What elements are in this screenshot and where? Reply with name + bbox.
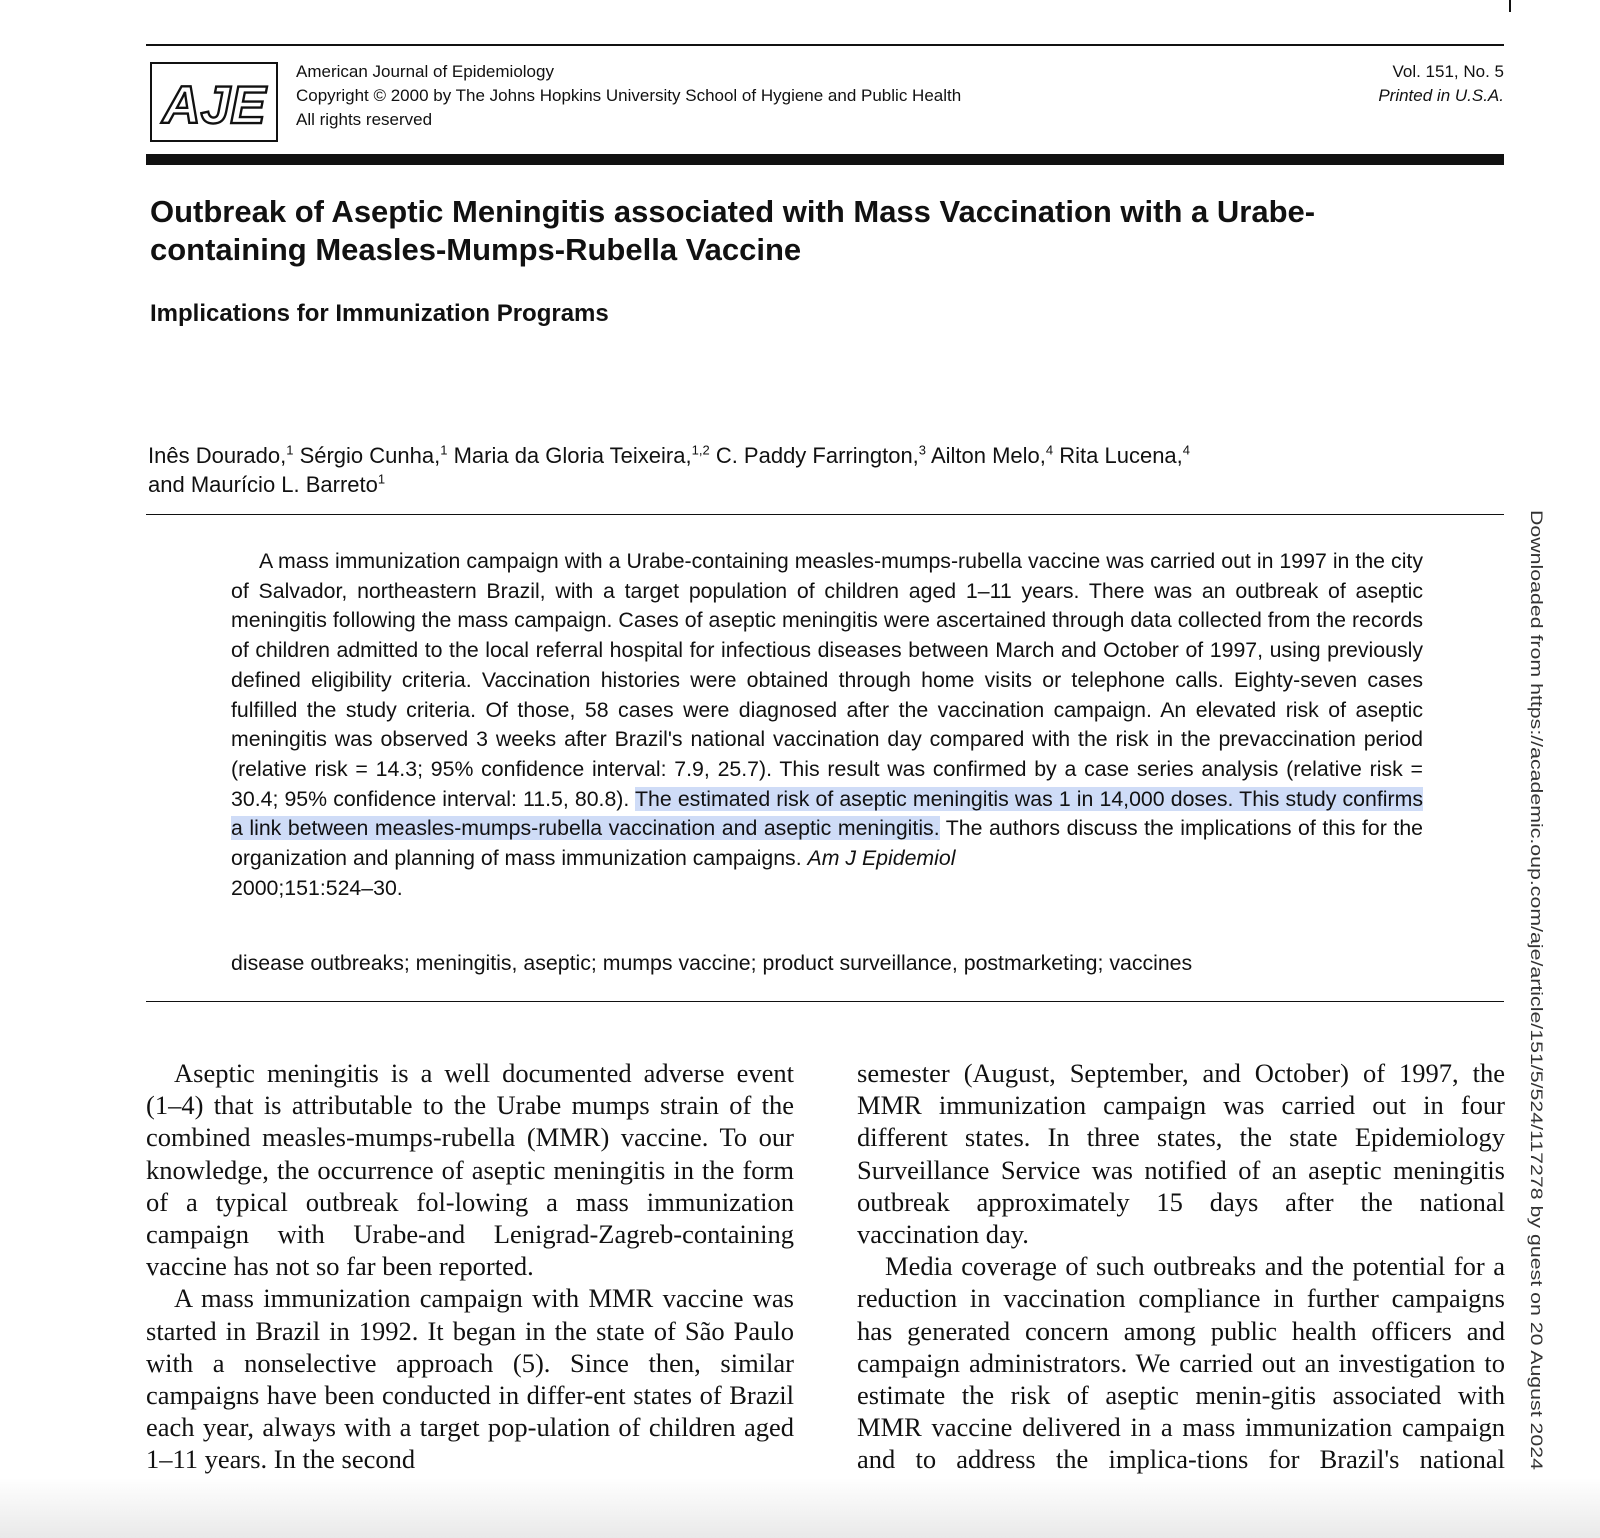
header-thick-rule: [146, 154, 1504, 165]
copyright-line: Copyright © 2000 by The Johns Hopkins University School of Hygiene and Public Health: [296, 86, 962, 105]
svg-text:AJE: AJE: [162, 75, 266, 135]
keywords-rule: [146, 1001, 1504, 1002]
body-paragraph: Media coverage of such outbreaks and the potential for a reduction in vaccination compliance in further campaigns has generated concern among public health officers and campaign administrators. We carried out an investigation to estimate the risk of aseptic menin-gitis associated with MMR vaccine delivered in a mass immunization campaign and to address the implica-tions for Brazil's national: [857, 1251, 1505, 1475]
citation-journal: Am J Epidemiol: [807, 846, 956, 871]
body-paragraph: A mass immunization campaign with MMR vaccine was started in Brazil in 1992. It began in the state of São Paulo with a nonselective approach (5). Since then, similar campaigns have been conducted in differ-ent states of Brazil each year, always with a target pop-ulation of children aged 1–11 years. In the second: [146, 1283, 794, 1475]
author: Sérgio Cunha,$^1$: [299, 442, 448, 468]
aje-logo-icon: [152, 64, 276, 140]
abstract-text: A mass immunization campaign with a Urabe-containing measles-mumps-rubella vaccine was carried out in 1997 in the city of Salvador, northeastern Brazil, with a target population of children aged 1–11 years. There was an outbreak of aseptic meningitis following the mass campaign. Cases of aseptic meningitis were ascertained through data collected from the records of children admitted to the local referral hospital for infectious diseases between March and October of 1997, using previously defined eligibility criteria. Vaccination histories were obtained through home visits or telephone calls. Eighty-seven cases fulfilled the study criteria. Of those, 58 cases were diagnosed after the vaccination campaign. An elevated risk of aseptic meningitis was observed 3 weeks after Brazil's national vaccination day compared with the risk in the prevaccination period (relative risk = 14.3; 95% confidence interval: 7.9, 25.7). This result was confirmed by a case series analysis (relative risk = 30.4; 95% confidence interval: 11.5, 80.8).: [231, 549, 1423, 811]
author: Maria da Gloria Teixeira,$^{1,2}$: [453, 442, 710, 468]
corner-mark: [1509, 0, 1511, 12]
bottom-shadow: [0, 1478, 1600, 1538]
download-watermark-text: Downloaded from https://academic.oup.com/aje/article/151/5/524/117278 by guest on 20 August 2024: [1527, 510, 1546, 1276]
abstract-text-end: The authors discuss the implications of this for the organization and planning of mass immunization campaigns.: [231, 816, 1424, 871]
author: and Maurício L. Barreto$^1$: [148, 471, 386, 497]
authors-rule: [146, 514, 1504, 515]
journal-info: [296, 60, 961, 132]
author-list: [148, 441, 1448, 499]
volume-info: [1378, 60, 1504, 108]
download-watermark: [1525, 510, 1547, 1470]
article-title: Outbreak of Aseptic Meningitis associated with Mass Vaccination with a Urabe-containing Measles-Mumps-Rubella Vaccine: [150, 194, 1316, 267]
rights-line: All rights reserved: [296, 110, 433, 129]
body-column-left: [146, 1057, 794, 1476]
body-paragraph: Aseptic meningitis is a well documented adverse event (1–4) that is attributable to the Urabe mumps strain of the combined measles-mumps-rubella (MMR) vaccine. To our knowledge, the occurrence of aseptic meningitis in the form of a typical outbreak fol-lowing a mass immunization campaign with Urabe-and Lenigrad-Zagreb-containing vaccine has not so far been reported.: [146, 1058, 794, 1282]
author: Inês Dourado,$^1$: [148, 442, 294, 468]
volume-number: Vol. 151, No. 5: [1392, 62, 1504, 81]
author: Ailton Melo,$^4$: [930, 442, 1054, 468]
printed-in: Printed in U.S.A.: [1378, 86, 1504, 105]
article-subtitle: Implications for Immunization Programs: [150, 300, 609, 327]
aje-logo: [150, 62, 278, 142]
body-paragraph: semester (August, September, and October) of 1997, the MMR immunization campaign was carried out in four different states. In three states, the state Epidemiology Surveillance Service was notified of an aseptic meningitis outbreak approximately 15 days after the national vaccination day.: [857, 1058, 1505, 1250]
author: Rita Lucena,$^4$: [1059, 442, 1191, 468]
body-column-right: [857, 1057, 1505, 1508]
keywords: disease outbreaks; meningitis, aseptic; mumps vaccine; product surveillance, postmarketing; vaccines: [231, 951, 1193, 975]
header-top-rule: [146, 44, 1504, 46]
citation-reference: 2000;151:524–30.: [231, 875, 403, 900]
journal-name: American Journal of Epidemiology: [296, 62, 554, 81]
abstract-highlighted-text[interactable]: The estimated risk of aseptic meningitis was 1 in 14,000 doses. This study confirms a link between measles-mumps-rubella vaccination and aseptic meningitis.: [231, 786, 1423, 841]
abstract: [231, 547, 1423, 903]
author: C. Paddy Farrington,$^3$: [715, 442, 927, 468]
